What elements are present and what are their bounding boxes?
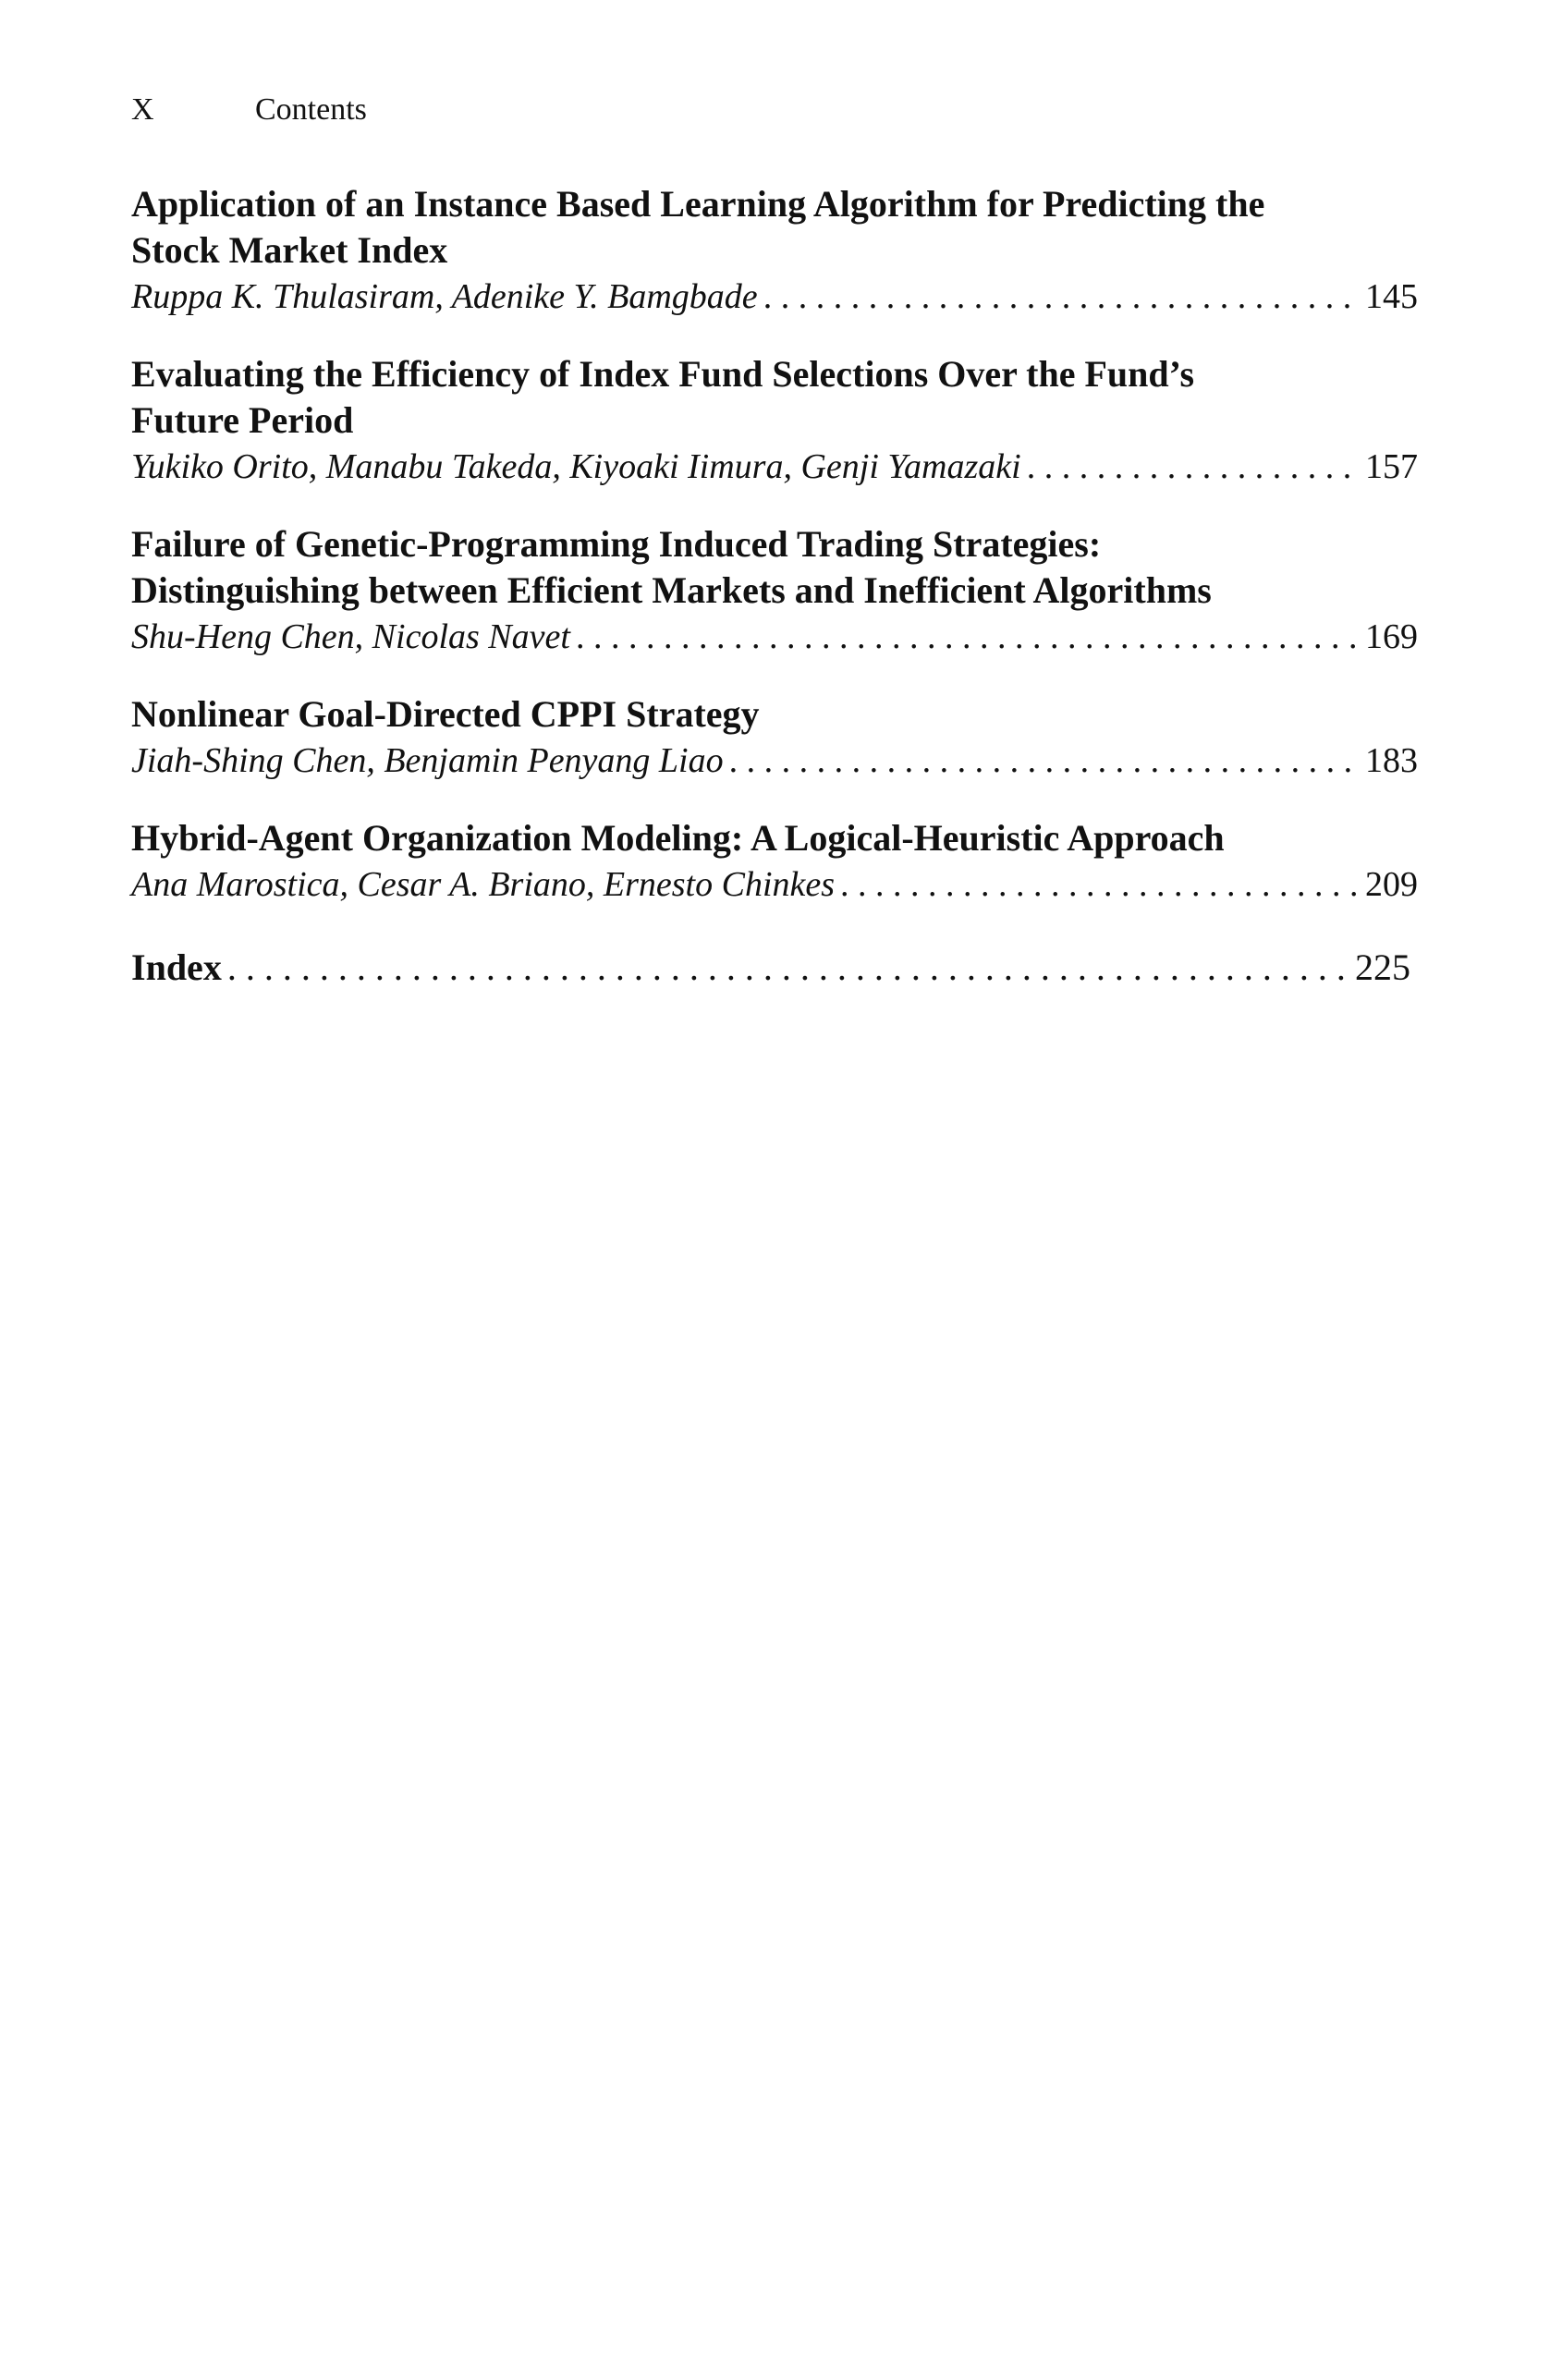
toc-entry[interactable] [131, 351, 1418, 490]
entry-page-number: 209 [1365, 865, 1418, 904]
entry-page-number: 169 [1365, 617, 1418, 656]
book-page [131, 92, 1418, 991]
entry-authors: Ana Marostica, Cesar A. Briano, Ernesto Chinkes [131, 865, 836, 904]
entry-authors: Shu-Heng Chen, Nicolas Navet [131, 617, 570, 656]
entry-title: Distinguishing between Efficient Markets and Inefficient Algorithms [131, 569, 1212, 611]
entry-author-line [131, 614, 1418, 660]
entry-title: Future Period [131, 399, 354, 441]
toc-entry[interactable] [131, 521, 1418, 660]
toc-entry[interactable] [131, 181, 1418, 320]
entry-page-number: 157 [1365, 447, 1418, 486]
dot-leader [1027, 444, 1360, 490]
section-title: Contents [255, 92, 367, 127]
table-of-contents [131, 181, 1418, 991]
running-head [131, 92, 1418, 148]
toc-entry[interactable] [131, 815, 1418, 908]
index-line [131, 945, 1418, 991]
dot-leader [576, 614, 1360, 660]
index-page-number: 225 [1355, 946, 1410, 988]
dot-leader [840, 861, 1360, 908]
entry-author-line [131, 274, 1418, 320]
dot-leader [763, 274, 1360, 320]
dot-leader [227, 945, 1349, 991]
dot-leader [729, 738, 1360, 784]
entry-authors: Ruppa K. Thulasiram, Adenike Y. Bamgbade [131, 277, 758, 316]
entry-author-line [131, 738, 1418, 784]
entry-title: Application of an Instance Based Learning Algorithm for Predicting the [131, 183, 1265, 225]
page-label: X [131, 92, 154, 127]
entry-title: Stock Market Index [131, 229, 448, 271]
entry-authors: Jiah-Shing Chen, Benjamin Penyang Liao [131, 741, 724, 780]
entry-title: Nonlinear Goal-Directed CPPI Strategy [131, 693, 760, 735]
toc-entry[interactable] [131, 691, 1418, 784]
entry-author-line [131, 861, 1418, 908]
entry-authors: Yukiko Orito, Manabu Takeda, Kiyoaki Iimura, Genji Yamazaki [131, 447, 1021, 486]
entry-title: Failure of Genetic-Programming Induced Trading Strategies: [131, 523, 1102, 565]
entry-page-number: 183 [1365, 741, 1418, 780]
toc-index-entry[interactable] [131, 945, 1418, 991]
index-label: Index [131, 946, 222, 988]
entry-page-number: 145 [1365, 277, 1418, 316]
entry-author-line [131, 444, 1418, 490]
entry-title: Hybrid-Agent Organization Modeling: A Logical-Heuristic Approach [131, 817, 1225, 859]
entry-title: Evaluating the Efficiency of Index Fund Selections Over the Fund’s [131, 353, 1195, 395]
